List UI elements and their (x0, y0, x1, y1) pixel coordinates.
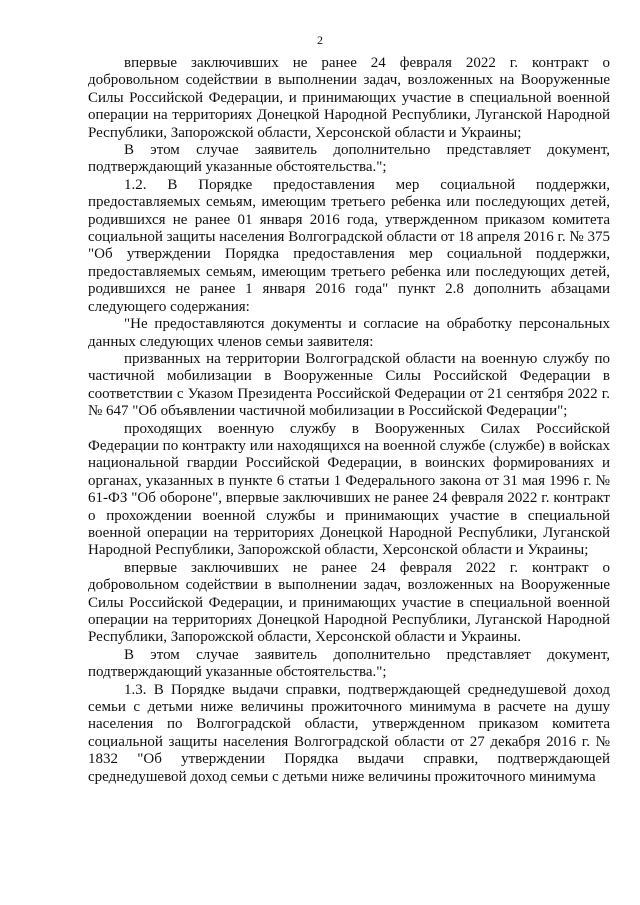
paragraph: 1.2. В Порядке предоставления мер социальной поддержки, предоставляемых семьям, имеющим третьего ребенка или последующих детей, родившихся не ранее 01 января 2016 года, утвержденном приказом комитета социальной защиты населения Волгоградской области от 18 апреля 2016 г. № 375 "Об утверждении Порядка предоставления мер социальной поддержки, предоставляемых семьям, имеющим третьего ребенка или последующих детей, родившихся не ранее 1 января 2016 года" пункт 2.8 дополнить абзацами следующего содержания: (88, 176, 610, 315)
paragraph: В этом случае заявитель дополнительно представляет документ, подтверждающий указанные обстоятельства."; (88, 646, 610, 681)
paragraph: В этом случае заявитель дополнительно представляет документ, подтверждающий указанные обстоятельства."; (88, 142, 610, 176)
paragraph: впервые заключивших не ранее 24 февраля 2022 г. контракт о добровольном содействии в выполнении задач, возложенных на Вооруженные Силы Российской Федерации, и принимающих участие в специальной военной операции на территориях Донецкой Народной Республики, Луганской Народной Республики, Запорожской области, Херсонской области и Украины; (88, 55, 610, 141)
paragraph: "Не предоставляются документы и согласие на обработку персональных данных следующих членов семьи заявителя: (88, 316, 610, 350)
paragraph: проходящих военную службу в Вооруженных Силах Российской Федерации по контракту или находящихся на военной службе (службе) в войсках национальной гвардии Российской Федерации, в воинских формированиях и органах, указанных в пункте 6 статьи 1 Федерального закона от 31 мая 1996 г. № 61-ФЗ "Об обороне", впервые заключивших не ранее 24 февраля 2022 г. контракт о прохождении военной службы и принимающих участие в специальной военной операции на территориях Донецкой Народной Республики, Луганской Народной Республики, Запорожской области, Херсонской области и Украины; (88, 420, 610, 559)
paragraph: впервые заключивших не ранее 24 февраля 2022 г. контракт о добровольном содействии в выполнении задач, возложенных на Вооруженные Силы Российской Федерации, и принимающих участие в специальной военной операции на территориях Донецкой Народной Республики, Луганской Народной Республики, Запорожской области, Херсонской области и Украины. (88, 559, 610, 646)
page-number: 2 (317, 33, 323, 47)
document-body (88, 55, 610, 786)
paragraph: призванных на территории Волгоградской области на военную службу по частичной мобилизации в Вооруженные Силы Российской Федерации в соответствии с Указом Президента Российской Федерации от 21 сентября 2022 г. № 647 "Об объявлении частичной мобилизации в Российской Федерации"; (88, 350, 610, 420)
paragraph: 1.3. В Порядке выдачи справки, подтверждающей среднедушевой доход семьи с детьми ниже величины прожиточного минимума в расчете на душу населения по Волгоградской области, утвержденном приказом комитета социальной защиты населения Волгоградской области от 27 декабря 2016 г. № 1832 "Об утверждении Порядка выдачи справки, подтверждающей среднедушевой доход семьи с детьми ниже величины прожиточного минимума (88, 681, 610, 785)
